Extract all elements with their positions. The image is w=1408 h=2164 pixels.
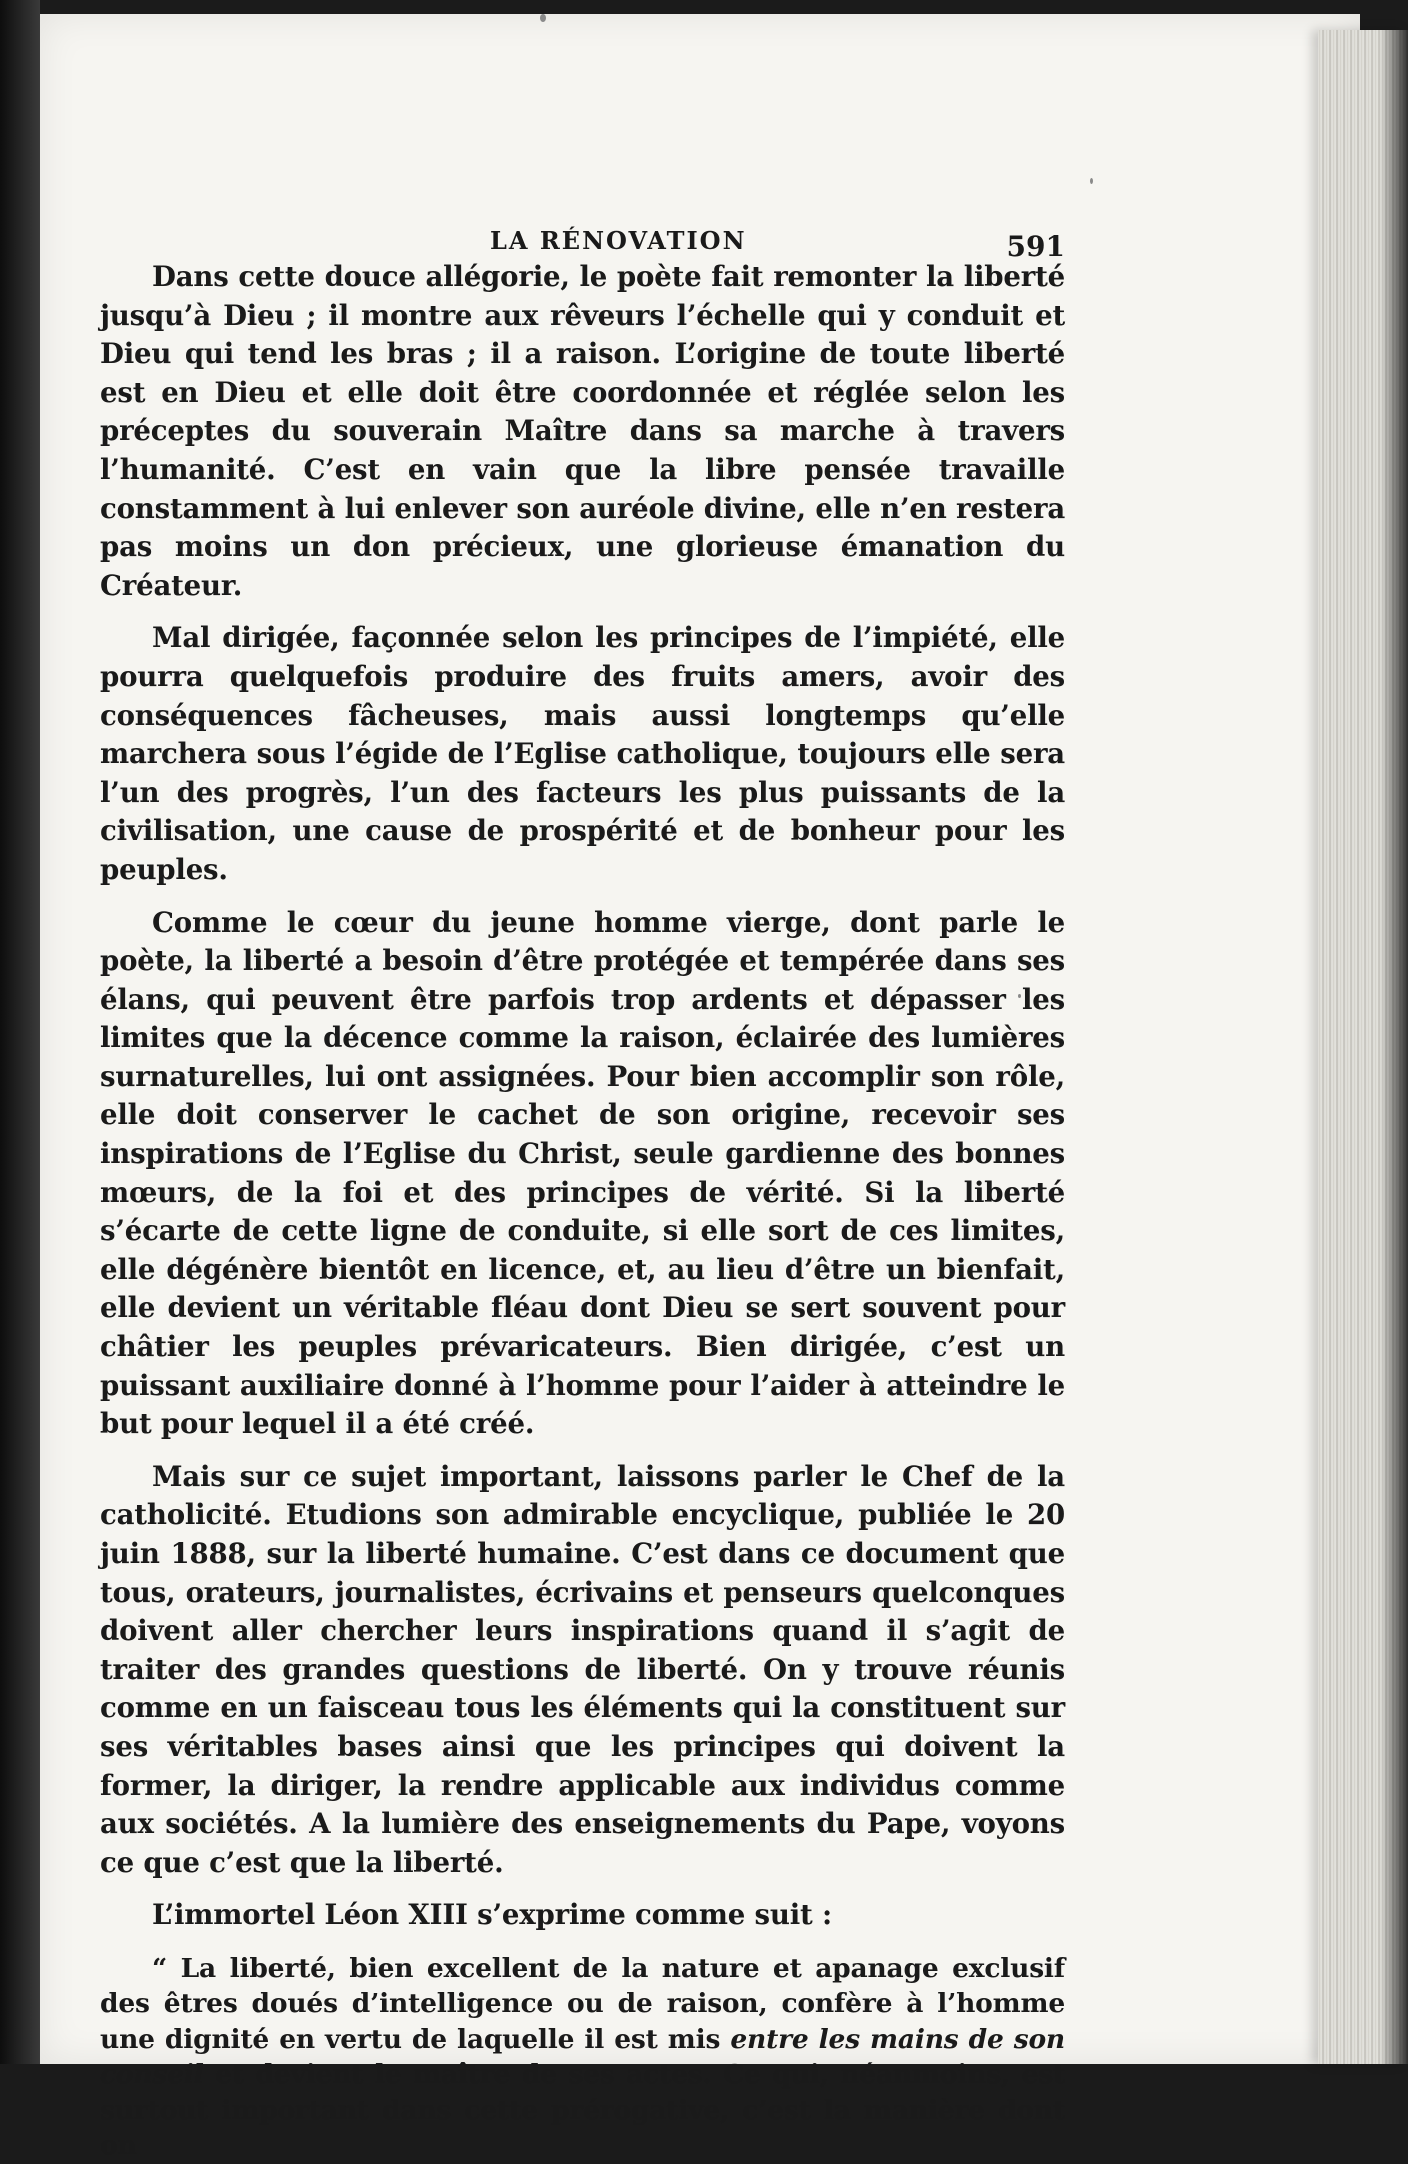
quotation-text: et devient le maître de ses actes. Ce qui, néanmoins, est surtout important dans cette prérogative, c’est la manière dont on [100,2059,1065,2162]
running-title: LA RÉNOVATION [490,226,747,255]
paragraph: Comme le cœur du jeune homme vierge, dont parle le poète, la liberté a besoin d’être protégée et tempérée dans ses élans, qui peuvent être parfois trop ardents et dépasser les limites que la décence comme la raison, éclairée des lumières surnaturelles, lui ont assignées. Pour bien accomplir son rôle, elle doit conserver le cachet de son origine, recevoir ses inspirations de l’Eglise du Christ, seule gardienne des bonnes mœurs, de la foi et des principes de vérité. Si la liberté s’écarte de cette ligne de conduite, si elle sort de ces limites, elle dégénère bientôt en licence, et, au lieu d’être un bienfait, elle devient un véritable fléau dont Dieu se sert souvent pour châtier les peuples prévaricateurs. Bien dirigée, c’est un puissant auxiliaire donné à l’homme pour l’aider à atteindre le but pour lequel il a été créé. [100,905,1065,1441]
paragraph: Mais sur ce sujet important, laissons parler le Chef de la catholicité. Etudions son admirable encyclique, publiée le 20 juin 1888, sur la liberté humaine. C’est dans ce document que tous, orateurs, journalistes, écrivains et penseurs quelconques doivent aller chercher leurs inspirations quand il s’agit de traiter des grandes questions de liberté. On y trouve réunis comme en un faisceau tous les éléments qui la constituent sur ses véritables bases ainsi que les principes qui doivent la former, la diriger, la rendre applicable aux individus comme aux sociétés. A la lumière des enseignements du Pape, voyons ce que c’est que la liberté. [100,1459,1065,1879]
paragraph: Mal dirigée, façonnée selon les principes de l’impiété, elle pourra quelquefois produire des fruits amers, avoir des conséquences fâcheuses, mais aussi longtemps qu’elle marchera sous l’égide de l’Eglise catholique, toujours elle sera l’un des progrès, l’un des facteurs les plus puissants de la civilisation, une cause de prospérité et de bonheur pour les peuples. [100,621,1065,886]
quotation [100,1951,1065,2164]
dust-speck [1090,178,1093,184]
quotation-text: “ La liberté, bien excellent de la nature et apanage exclusif des êtres doués d’intelligence ou de raison, confère à l’homme une dignité en vertu de laquelle il est mis [100,1952,1065,2055]
quotation-italic-text: entre les mains de son conseil [100,2023,1065,2091]
running-header [100,200,1065,263]
page-edge-stack [1318,30,1408,2064]
binding-shadow [0,0,40,2064]
page-number: 591 [1006,230,1065,263]
body-text [100,258,1065,2164]
paragraph: Dans cette douce allégorie, le poète fait remonter la liberté jusqu’à Dieu ; il montre aux rêveurs l’échelle qui y conduit et Dieu qui tend les bras ; il a raison. L’origine de toute liberté est en Dieu et elle doit être coordonnée et réglée selon les préceptes du souverain Maître dans sa marche à travers l’humanité. C’est en vain que la libre pensée travaille constamment à lui enlever son auréole divine, elle n’en restera pas moins un don précieux, une glorieuse émanation du Créateur. [100,260,1065,602]
page-edge-shadow [1380,30,1408,2064]
dust-speck [540,14,546,22]
paragraph: L’immortel Léon XIII s’exprime comme suit : [152,1898,832,1932]
page-content [100,200,1065,2164]
